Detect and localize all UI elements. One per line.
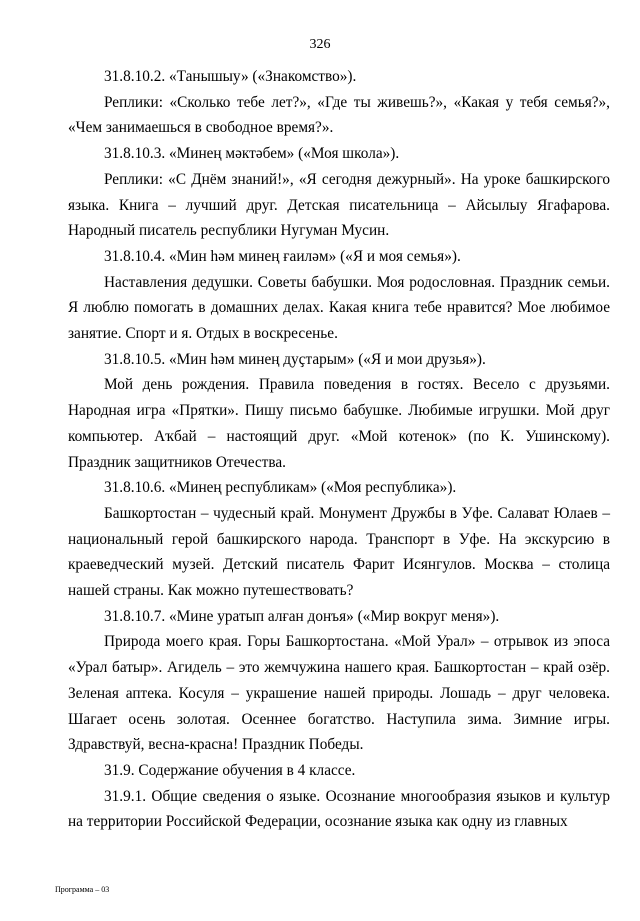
section-heading-31-9: 31.9. Содержание обучения в 4 классе. bbox=[104, 761, 356, 779]
footer-label: Программа – 03 bbox=[55, 885, 110, 894]
paragraph: Мой день рождения. Правила поведения в гостях. Весело с друзьями. Народная игра «Прятки». Пишу письмо бабушке. Любимые игрушки. Мой друг компьютер. Аҡбай – настоящий друг. «Мой котенок» (по К. Ушинскому). Праздник защитников Отечества. bbox=[68, 376, 610, 471]
paragraph: 31.9.1. Общие сведения о языке. Осознание многообразия языков и культур на территории Российской Федерации, осознание языка как одну из главных bbox=[68, 787, 610, 831]
paragraph: Реплики: «Сколько тебе лет?», «Где ты живешь?», «Какая у тебя семья?», «Чем занимаешься в свободное время?». bbox=[68, 93, 610, 137]
paragraph: Реплики: «С Днём знаний!», «Я сегодня дежурный». На уроке башкирского языка. Книга – лучший друг. Детская писательница – Айсылыу Ягафарова. Народный писатель республики Нугуман Мусин. bbox=[68, 170, 610, 240]
paragraph: Наставления дедушки. Советы бабушки. Моя родословная. Праздник семьи. Я люблю помогать в домашних делах. Какая книга тебе нравится? Мое любимое занятие. Спорт и я. Отдых в воскресенье. bbox=[68, 273, 610, 343]
page-number: 326 bbox=[309, 37, 331, 52]
paragraph: Башкортостан – чудесный край. Монумент Дружбы в Уфе. Салават Юлаев – национальный герой башкирского народа. Транспорт в Уфе. На экскурсию в краеведческий музей. Детский писатель Фарит Исянгулов. Москва – столица нашей страны. Как можно путешествовать? bbox=[68, 504, 610, 600]
section-heading-31-8-10-7: 31.8.10.7. «Мине уратып алған донъя» («Мир вокруг меня»). bbox=[104, 607, 500, 625]
section-heading-31-8-10-3: 31.8.10.3. «Минең мәктәбем» («Моя школа»). bbox=[104, 145, 400, 163]
document-body bbox=[68, 64, 610, 835]
section-heading-31-8-10-2: 31.8.10.2. «Танышыу» («Знакомство»). bbox=[104, 68, 357, 85]
section-heading-31-8-10-4: 31.8.10.4. «Мин һәм минең ғаиләм» («Я и моя семья»). bbox=[104, 247, 461, 265]
paragraph: Природа моего края. Горы Башкортостана. «Мой Урал» – отрывок из эпоса «Урал батыр». Агидель – это жемчужина нашего края. Башкортостан – край озёр. Зеленая аптека. Косуля – украшение нашей природы. Лошадь – друг человека. Шагает осень золотая. Осеннее богатство. Наступила зима. Зимние игры. Здравствуй, весна-красна! Праздник Победы. bbox=[68, 633, 610, 754]
section-heading-31-8-10-5: 31.8.10.5. «Мин һәм минең дуҫтарым» («Я и мои друзья»). bbox=[104, 350, 486, 368]
section-heading-31-8-10-6: 31.8.10.6. «Минең республикам» («Моя республика»). bbox=[104, 479, 457, 497]
